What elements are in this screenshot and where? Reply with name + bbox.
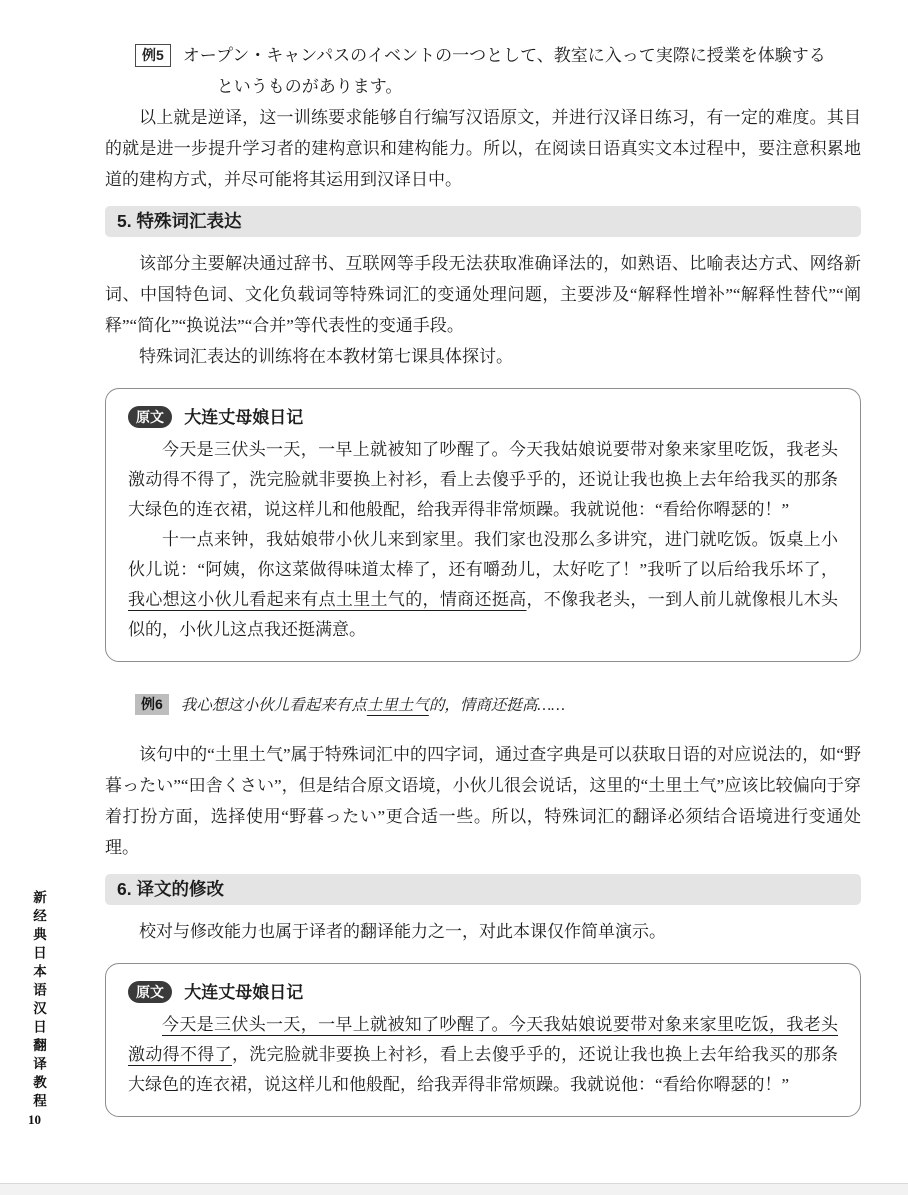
example-5 xyxy=(135,40,861,102)
page-bottom-edge xyxy=(0,1183,908,1195)
source-text-badge: 原文 xyxy=(128,981,172,1003)
paragraph-segment: 我心想这小伙儿看起来有点 xyxy=(180,697,367,714)
source-box-2-header xyxy=(128,978,838,1008)
page-number: 10 xyxy=(28,1112,41,1127)
book-spine-title: 新经典日本语汉日翻译教程 xyxy=(31,890,46,1112)
paragraph-segment: ，不像我老头，一到人前儿就像根儿木头似的，小伙儿这点我还挺满意。 xyxy=(128,590,839,639)
paragraph-segment: 的，情商还挺高…… xyxy=(428,697,565,714)
source-box-2-paragraph-1 xyxy=(128,1010,838,1100)
source-box-1 xyxy=(105,388,861,662)
analysis-paragraph: 该句中的“土里土气”属于特殊词汇中的四字词，通过查字典是可以获取日语的对应说法的，如“野暮ったい”“田舎くさい”，但是结合原文语境，小伙儿很会说话，这里的“土里土气”应该比较偏向于穿着打扮方面，选择使用“野暮ったい”更合适一些。所以，特殊词汇的翻译必须结合语境进行变通处理。 xyxy=(105,745,861,857)
source-box-2-title: 大连丈母娘日记 xyxy=(184,983,304,1002)
underlined-segment: 我心想这小伙儿看起来有点土里土气的，情商还挺高 xyxy=(128,590,527,609)
section-5-paragraph-2: 特殊词汇表达的训练将在本教材第七课具体探讨。 xyxy=(139,347,513,366)
source-box-1-header xyxy=(128,403,838,433)
source-box-1-title: 大连丈母娘日记 xyxy=(184,408,304,427)
paragraph-segment: ，洗完脸就非要换上衬衫，看上去傻乎乎的，还说让我也换上去年给我买的那条大绿色的连衣裙，说这样儿和他般配，给我弄得非常烦躁。我就说他：“看给你嘚瑟的！” xyxy=(128,1045,839,1094)
underlined-segment: 土里土气 xyxy=(366,697,429,714)
page-content xyxy=(105,40,861,1117)
example-6-text xyxy=(181,690,861,721)
source-box-1-paragraph-1: 今天是三伏头一天，一早上就被知了吵醒了。今天我姑娘说要带对象来家里吃饭，我老头激动得不得了，洗完脸就非要换上衬衫，看上去傻乎乎的，还说让我也换上去年给我买的那条大绿色的连衣裙，说这样儿和他般配，给我弄得非常烦躁。我就说他：“看给你嘚瑟的！” xyxy=(128,440,838,519)
example-6-label: 例6 xyxy=(135,694,169,715)
paragraph-segment: 十一点来钟，我姑娘带小伙儿来到家里。我们家也没那么多讲究，进门就吃饭。饭桌上小伙儿说：“阿姨，你这菜做得味道太棒了，还有嚼劲儿，太好吃了！”我听了以后给我乐坏了， xyxy=(128,530,838,579)
section-5-header: 5. 特殊词汇表达 xyxy=(105,206,861,237)
source-box-1-paragraph-2 xyxy=(128,525,838,645)
example-5-text xyxy=(183,40,861,102)
underlined-segment: 今天是三伏头一天，一早上就被知了吵醒了。今天我姑娘说要带对象来家里吃饭，我老头激动得不得了 xyxy=(128,1015,838,1064)
example-5-line1: オープン・キャンパスのイベントの一つとして、教室に入って実際に授業を体験する xyxy=(182,46,826,65)
section-6-paragraph-1: 校对与修改能力也属于译者的翻译能力之一，对此本课仅作简单演示。 xyxy=(139,922,666,941)
section-6-header: 6. 译文的修改 xyxy=(105,874,861,905)
source-box-2 xyxy=(105,963,861,1117)
intro-paragraph: 以上就是逆译，这一训练要求能够自行编写汉语原文，并进行汉译日练习，有一定的难度。其目的就是进一步提升学习者的建构意识和建构能力。所以，在阅读日语真实文本过程中，要注意积累地道的建构方式，并尽可能将其运用到汉译日中。 xyxy=(105,108,861,189)
example-5-label: 例5 xyxy=(135,44,171,67)
section-5-paragraph-1: 该部分主要解决通过辞书、互联网等手段无法获取准确译法的，如熟语、比喻表达方式、网络新词、中国特色词、文化负载词等特殊词汇的变通处理问题，主要涉及“解释性增补”“解释性替代”“阐释”“简化”“换说法”“合并”等代表性的变通手段。 xyxy=(105,254,861,335)
example-6 xyxy=(135,690,861,721)
example-5-line2: というものがあります。 xyxy=(216,77,403,96)
source-text-badge: 原文 xyxy=(128,406,172,428)
